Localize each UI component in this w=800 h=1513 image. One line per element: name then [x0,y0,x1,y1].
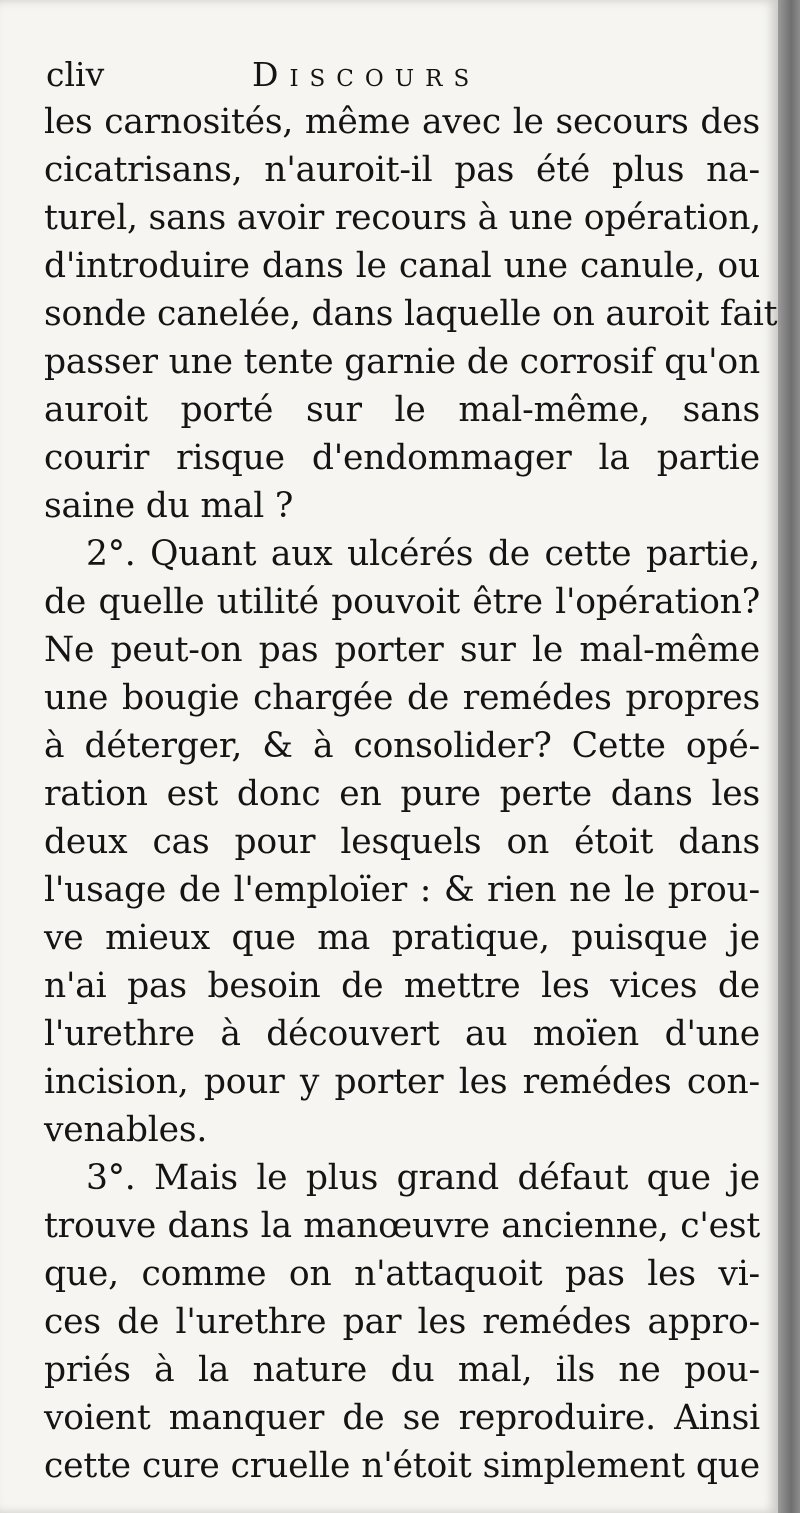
text-line: de quelle utilité pouvoit être l'opération? [44,582,760,622]
text-line: saine du mal ? [44,486,294,526]
text-line: ration est donc en pure perte dans les [44,774,760,814]
text-line: à déterger, & à consolider? Cette opé- [44,726,760,766]
text-line: incision, pour y porter les remédes con- [44,1062,760,1102]
text-line: cette cure cruelle n'étoit simplement que [44,1446,760,1486]
text-line: l'urethre à découvert au moïen d'une [44,1014,760,1054]
text-line: ces de l'urethre par les remédes appro- [44,1302,760,1342]
page-number: cliv [46,55,105,94]
page-header [44,52,760,98]
page-text [44,52,778,1490]
text-line: une bougie chargée de remédes propres [44,678,760,718]
text-line: sonde canelée, dans laquelle on auroit fait [44,294,778,334]
page-edge-shadow [778,0,800,1513]
text-line: 2°. Quant aux ulcérés de cette partie, [86,534,760,574]
text-line: voient manquer de se reproduire. Ainsi [44,1398,760,1438]
text-line: trouve dans la manœuvre ancienne, c'est [44,1206,760,1246]
text-line: 3°. Mais le plus grand défaut que je [86,1158,760,1198]
text-line: priés à la nature du mal, ils ne pou- [44,1350,760,1390]
text-line: l'usage de l'emploïer : & rien ne le prou- [44,870,760,910]
paragraph-1 [44,98,778,530]
text-line: auroit porté sur le mal-même, sans [44,390,760,430]
paragraph-3 [44,1154,760,1490]
text-line: cicatrisans, n'auroit-il pas été plus na- [44,150,760,190]
text-line: d'introduire dans le canal une canule, ou [44,246,760,286]
text-line: les carnosités, même avec le secours des [44,102,760,142]
text-line: que, comme on n'attaquoit pas les vi- [44,1254,760,1294]
text-line: courir risque d'endommager la partie [44,438,760,478]
text-line: n'ai pas besoin de mettre les vices de [44,966,760,1006]
text-line: ve mieux que ma pratique, puisque je [44,918,760,958]
running-title: Discours [252,55,481,94]
text-line: turel, sans avoir recours à une opération, [44,198,761,238]
text-line: deux cas pour lesquels on étoit dans [44,822,760,862]
paragraph-2 [44,530,760,1154]
text-line: Ne peut-on pas porter sur le mal-même [44,630,760,670]
text-line: venables. [44,1110,208,1150]
text-line: passer une tente garnie de corrosif qu'on [44,342,760,382]
